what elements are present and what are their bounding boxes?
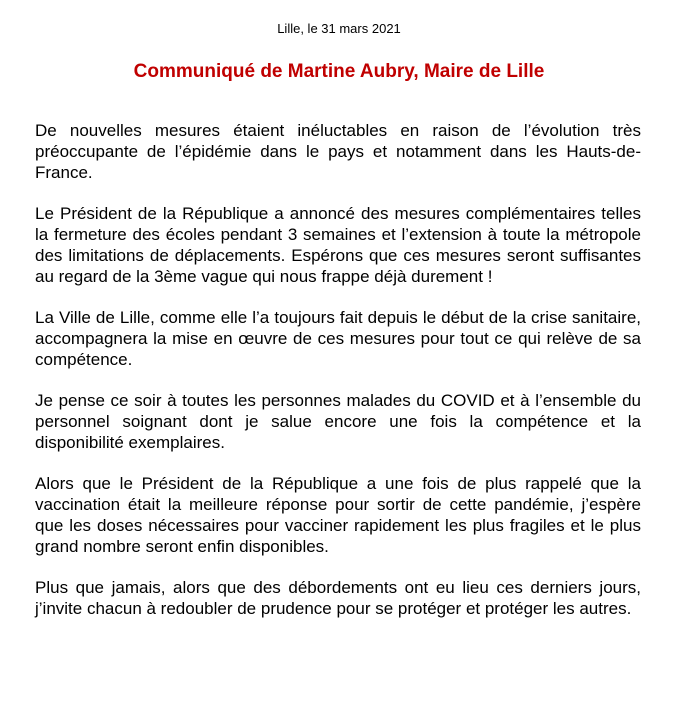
paragraph-prudence: Plus que jamais, alors que des débordements ont eu lieu ces derniers jours, j’invite chacun à redoubler de prudence pour se protéger et protéger les autres. xyxy=(35,578,641,618)
paragraph-city-support: La Ville de Lille, comme elle l’a toujours fait depuis le début de la crise sanitaire, accompagnera la mise en œuvre de ces mesures pour tout ce qui relève de sa compétence. xyxy=(35,308,641,369)
page-title: Communiqué de Martine Aubry, Maire de Lille xyxy=(133,61,545,82)
press-release-body xyxy=(35,120,641,639)
paragraph-vaccination: Alors que le Président de la République a une fois de plus rappelé que la vaccination était la meilleure réponse pour sortir de cette pandémie, j’espère que les doses nécessaires pour vacciner rapidement les plus fragiles et le plus grand nombre seront enfin disponibles. xyxy=(35,474,641,556)
dateline: Lille, le 31 mars 2021 xyxy=(277,21,401,36)
paragraph-new-measures: De nouvelles mesures étaient inéluctables en raison de l’évolution très préoccupante de l’épidémie dans le pays et notamment dans les Hauts-de-France. xyxy=(35,121,641,182)
paragraph-president-announcement: Le Président de la République a annoncé des mesures complémentaires telles la fermeture des écoles pendant 3 semaines et l’extension à toute la métropole des limitations de déplacements. Espérons que ces mesures seront suffisantes au regard de la 3ème vague qui nous frappe déjà durement ! xyxy=(35,204,641,286)
paragraph-thoughts-covid: Je pense ce soir à toutes les personnes malades du COVID et à l’ensemble du personnel soignant dont je salue encore une fois la compétence et la disponibilité exemplaires. xyxy=(35,391,641,452)
